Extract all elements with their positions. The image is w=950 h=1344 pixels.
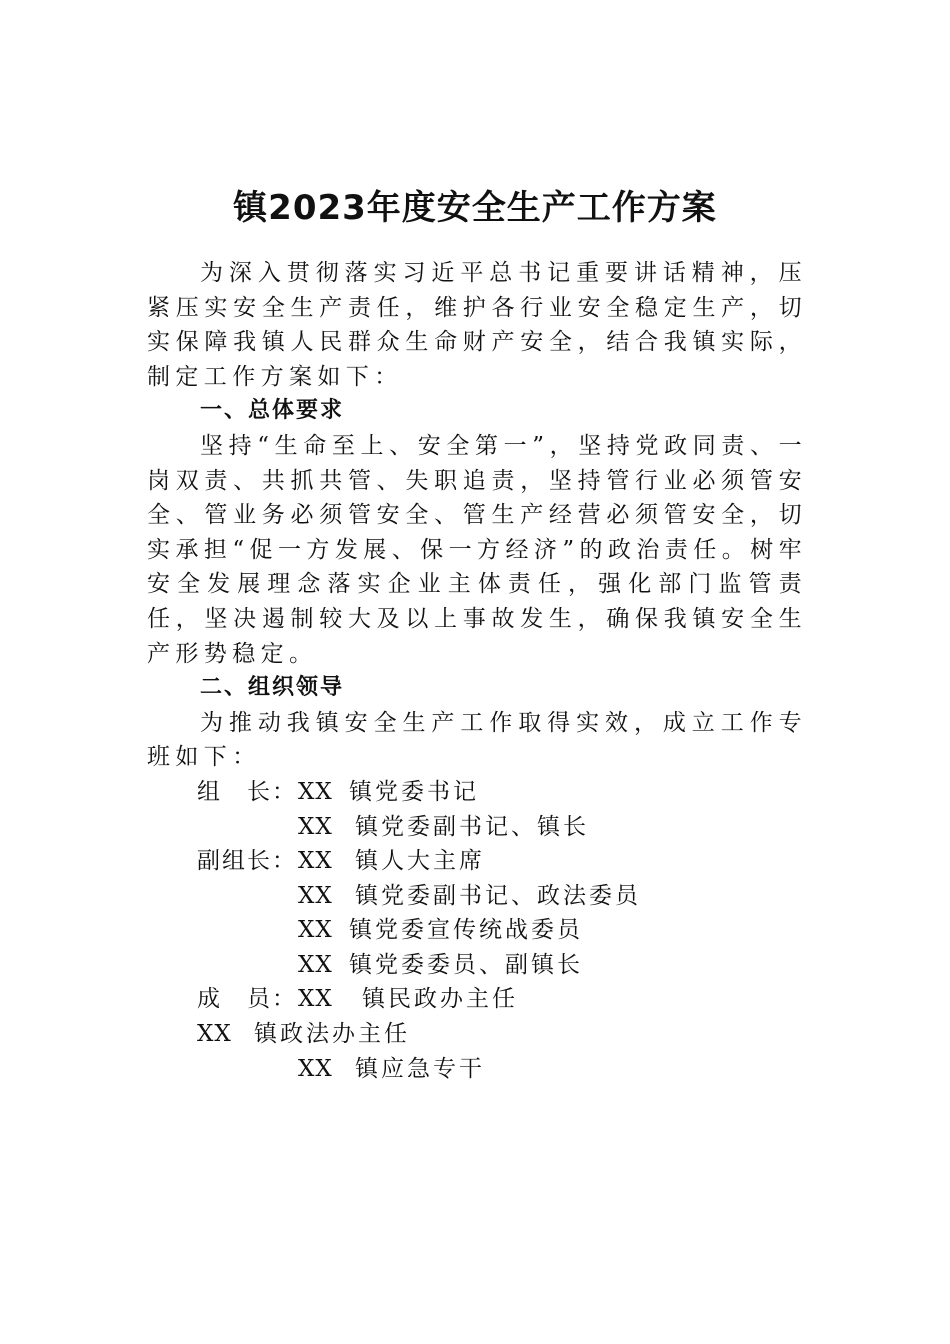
member-post: 镇政法办主任	[254, 1021, 410, 1048]
member-line-leader	[147, 775, 807, 810]
section-heading-organization: 二、组织领导	[200, 675, 345, 701]
member-line-deputy-leader	[147, 844, 807, 879]
member-name: XX	[298, 848, 333, 875]
member-post: 镇民政办主任	[362, 986, 518, 1013]
organization-paragraph: 为推动我镇安全生产工作取得实效，成立工作专班如下：	[147, 709, 807, 771]
intro-paragraph: 为深入贯彻落实习近平总书记重要讲话精神，压紧压实安全生产责任，维护各行业安全稳定生产，切实保障我镇人民群众生命财产安全，结合我镇实际，制定工作方案如下：	[147, 260, 807, 390]
member-post: 镇党委副书记、政法委员	[355, 882, 641, 909]
member-line	[147, 879, 807, 914]
member-name: XX	[298, 882, 333, 909]
document-body	[147, 256, 807, 1086]
member-role: 成 员：	[197, 986, 297, 1013]
general-requirements-paragraph: 坚持“生命至上、安全第一”，坚持党政同责、一岗双责、共抓共管、失职追责，坚持管行业必须管安全、管业务必须管安全、管生产经营必须管安全，切实承担“促一方发展、保一方经济”的政治责任。树牢安全发展理念落实企业主体责任，强化部门监管责任，坚决遏制较大及以上事故发生，确保我镇安全生产形势稳定。	[147, 432, 807, 667]
member-post: 镇人大主席	[355, 848, 485, 875]
member-name: XX	[298, 1055, 333, 1082]
member-line-members	[147, 982, 807, 1017]
member-name: XX	[298, 917, 333, 944]
member-name: XX	[298, 986, 333, 1013]
member-line	[147, 948, 807, 983]
section-heading-general-requirements: 一、总体要求	[200, 398, 345, 424]
document-title: 镇2023年度安全生产工作方案	[233, 187, 717, 228]
member-name: XX	[197, 1021, 232, 1048]
member-role: 组 长：	[197, 778, 297, 805]
member-name: XX	[298, 778, 333, 805]
member-line	[147, 913, 807, 948]
member-post: 镇应急专干	[355, 1055, 485, 1082]
member-post: 镇党委副书记、镇长	[355, 813, 589, 840]
member-post: 镇党委宣传统战委员	[349, 917, 583, 944]
member-line	[147, 810, 807, 845]
member-line	[147, 1017, 807, 1052]
member-role: 副组长：	[197, 848, 297, 875]
member-line	[147, 1052, 807, 1087]
member-name: XX	[298, 951, 333, 978]
member-post: 镇党委书记	[349, 778, 479, 805]
member-post: 镇党委委员、副镇长	[349, 951, 583, 978]
member-name: XX	[298, 813, 333, 840]
